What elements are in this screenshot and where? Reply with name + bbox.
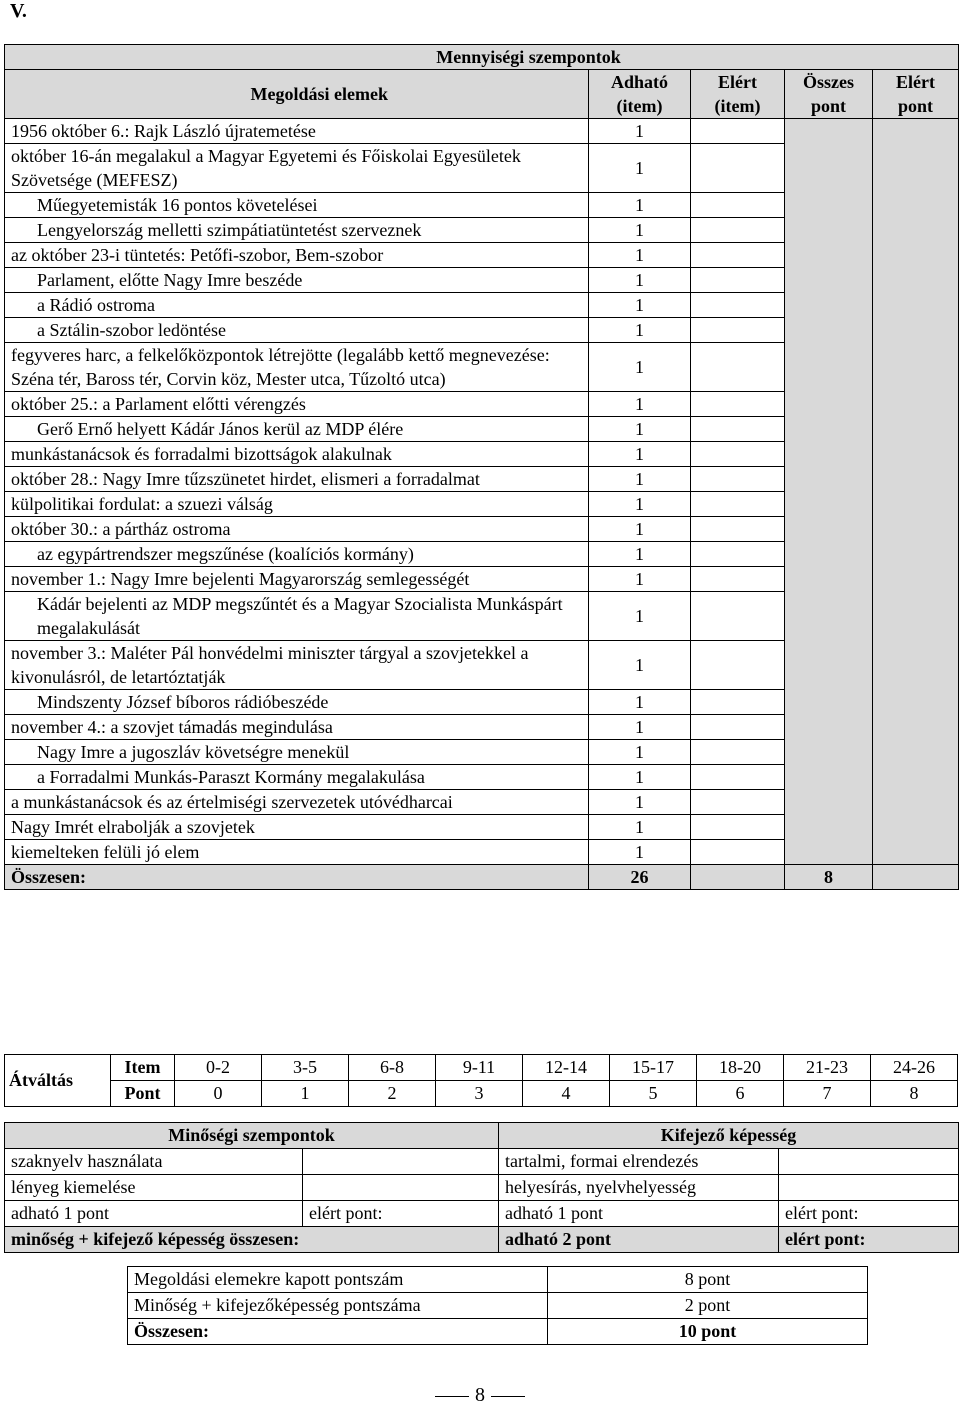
element-text: munkástanácsok és forradalmi bizottságok alakulnak: [5, 442, 589, 467]
element-text: október 28.: Nagy Imre tűzszünetet hirdet, elismeri a forradalmat: [5, 467, 589, 492]
achieved-item-cell[interactable]: [691, 740, 785, 765]
item-range: 15-17: [610, 1055, 697, 1081]
summary-elements-label: Megoldási elemekre kapott pontszám: [128, 1267, 548, 1293]
point-value: 4: [523, 1081, 610, 1107]
quality-available: adható 1 pont: [5, 1201, 303, 1227]
available-item-value: 1: [589, 218, 691, 243]
shaded-cell: [873, 119, 959, 865]
summary-elements-value: 8 pont: [548, 1267, 868, 1293]
point-value: 6: [697, 1081, 784, 1107]
item-range: 21-23: [784, 1055, 871, 1081]
available-item-value: 1: [589, 592, 691, 641]
total-label: Összesen:: [5, 865, 589, 890]
achieved-item-cell[interactable]: [691, 318, 785, 343]
element-text: Nagy Imre a jugoszláv követségre menekül: [5, 740, 589, 765]
achieved-item-cell[interactable]: [691, 467, 785, 492]
score-cell[interactable]: [303, 1149, 499, 1175]
achieved-item-cell[interactable]: [691, 517, 785, 542]
expression-header: Kifejező képesség: [499, 1123, 959, 1149]
available-item-value: 1: [589, 144, 691, 193]
point-value: 0: [175, 1081, 262, 1107]
available-item-value: 1: [589, 442, 691, 467]
available-item-value: 1: [589, 193, 691, 218]
scoring-table: [4, 44, 959, 890]
point-value: 2: [349, 1081, 436, 1107]
item-range: 9-11: [436, 1055, 523, 1081]
total-achieved-points[interactable]: [873, 865, 959, 890]
element-text: november 3.: Maléter Pál honvédelmi miniszter tárgyal a szovjetekkel a kivonulásról, de letartóztatják: [5, 641, 589, 690]
element-text: október 25.: a Parlament előtti vérengzés: [5, 392, 589, 417]
quality-header: Minőségi szempontok: [5, 1123, 499, 1149]
available-item-value: 1: [589, 392, 691, 417]
achieved-item-cell[interactable]: [691, 790, 785, 815]
item-range: 18-20: [697, 1055, 784, 1081]
achieved-item-cell[interactable]: [691, 442, 785, 467]
quantitative-criteria-header: Mennyiségi szempontok: [5, 45, 959, 70]
point-value: 3: [436, 1081, 523, 1107]
score-cell[interactable]: [779, 1175, 959, 1201]
summary-total-value: 10 pont: [548, 1319, 868, 1345]
available-item-value: 1: [589, 293, 691, 318]
achieved-item-cell[interactable]: [691, 815, 785, 840]
item-range: 24-26: [871, 1055, 958, 1081]
expression-achieved: elért pont:: [779, 1201, 959, 1227]
available-item-value: 1: [589, 641, 691, 690]
summary-total-label: Összesen:: [128, 1319, 548, 1345]
element-text: Lengyelország melletti szimpátiatüntetést szerveznek: [5, 218, 589, 243]
achieved-item-cell[interactable]: [691, 119, 785, 144]
available-item-value: 1: [589, 815, 691, 840]
achieved-item-cell[interactable]: [691, 567, 785, 592]
available-item-value: 1: [589, 690, 691, 715]
criterion-essence: lényeg kiemelése: [5, 1175, 303, 1201]
criterion-layout: tartalmi, formai elrendezés: [499, 1149, 779, 1175]
conversion-label: Átváltás: [5, 1055, 111, 1107]
item-row-label: Item: [111, 1055, 175, 1081]
element-text: Nagy Imrét elrabolják a szovjetek: [5, 815, 589, 840]
element-text: a Rádió ostroma: [5, 293, 589, 318]
element-text: kiemelteken felüli jó elem: [5, 840, 589, 865]
quality-total-label: minőség + kifejező képesség összesen:: [5, 1227, 499, 1253]
available-item-value: 1: [589, 715, 691, 740]
element-text: az egypártrendszer megszűnése (koalíciós kormány): [5, 542, 589, 567]
total-points-header: Összes pont: [785, 70, 873, 119]
quality-table: [4, 1122, 959, 1253]
criterion-terminology: szaknyelv használata: [5, 1149, 303, 1175]
achieved-item-cell[interactable]: [691, 715, 785, 740]
achieved-item-cell[interactable]: [691, 492, 785, 517]
point-value: 7: [784, 1081, 871, 1107]
total-achieved-items: [691, 865, 785, 890]
available-item-value: 1: [589, 243, 691, 268]
available-item-value: 1: [589, 417, 691, 442]
element-text: 1956 október 6.: Rajk László újratemetése: [5, 119, 589, 144]
item-range: 12-14: [523, 1055, 610, 1081]
summary-quality-label: Minőség + kifejezőképesség pontszáma: [128, 1293, 548, 1319]
point-value: 5: [610, 1081, 697, 1107]
element-text: fegyveres harc, a felkelőközpontok létrejötte (legalább kettő megnevezése: Széna tér, Baross tér, Corvin köz, Mester utca, Tűzoltó utca): [5, 343, 589, 392]
achieved-item-cell[interactable]: [691, 218, 785, 243]
achieved-item-cell[interactable]: [691, 243, 785, 268]
element-text: külpolitikai fordulat: a szuezi válság: [5, 492, 589, 517]
score-cell[interactable]: [303, 1175, 499, 1201]
element-text: Parlament, előtte Nagy Imre beszéde: [5, 268, 589, 293]
item-range: 3-5: [262, 1055, 349, 1081]
quality-total-available: adható 2 pont: [499, 1227, 779, 1253]
available-item-value: 1: [589, 765, 691, 790]
shaded-cell: [785, 119, 873, 865]
available-item-value: 1: [589, 268, 691, 293]
table-row: [5, 119, 959, 144]
achieved-item-cell[interactable]: [691, 592, 785, 641]
point-value: 1: [262, 1081, 349, 1107]
point-value: 8: [871, 1081, 958, 1107]
available-item-value: 1: [589, 467, 691, 492]
summary-table: [127, 1266, 868, 1345]
criterion-spelling: helyesírás, nyelvhelyesség: [499, 1175, 779, 1201]
achieved-points-header: Elért pont: [873, 70, 959, 119]
element-text: október 16-án megalakul a Magyar Egyetemi és Főiskolai Egyesületek Szövetsége (MEFESZ): [5, 144, 589, 193]
available-item-value: 1: [589, 343, 691, 392]
conversion-table: [4, 1054, 958, 1107]
element-text: az október 23-i tüntetés: Petőfi-szobor, Bem-szobor: [5, 243, 589, 268]
available-items-header: Adható (item): [589, 70, 691, 119]
score-cell[interactable]: [779, 1149, 959, 1175]
item-range: 0-2: [175, 1055, 262, 1081]
element-text: a Forradalmi Munkás-Paraszt Kormány megalakulása: [5, 765, 589, 790]
element-text: Mindszenty József bíboros rádióbeszéde: [5, 690, 589, 715]
achieved-item-cell[interactable]: [691, 193, 785, 218]
total-points: 8: [785, 865, 873, 890]
expression-available: adható 1 pont: [499, 1201, 779, 1227]
achieved-item-cell[interactable]: [691, 641, 785, 690]
available-item-value: 1: [589, 740, 691, 765]
item-range: 6-8: [349, 1055, 436, 1081]
available-item-value: 1: [589, 840, 691, 865]
available-item-value: 1: [589, 567, 691, 592]
available-item-value: 1: [589, 492, 691, 517]
element-text: a munkástanácsok és az értelmiségi szervezetek utóvédharcai: [5, 790, 589, 815]
achieved-item-cell[interactable]: [691, 392, 785, 417]
summary-quality-value: 2 pont: [548, 1293, 868, 1319]
achieved-item-cell[interactable]: [691, 268, 785, 293]
element-text: Műegyetemisták 16 pontos követelései: [5, 193, 589, 218]
achieved-item-cell[interactable]: [691, 840, 785, 865]
achieved-items-header: Elért (item): [691, 70, 785, 119]
achieved-item-cell[interactable]: [691, 144, 785, 193]
achieved-item-cell[interactable]: [691, 293, 785, 318]
solution-elements-header: Megoldási elemek: [5, 70, 589, 119]
available-item-value: 1: [589, 517, 691, 542]
available-item-value: 1: [589, 790, 691, 815]
point-row-label: Pont: [111, 1081, 175, 1107]
achieved-item-cell[interactable]: [691, 417, 785, 442]
section-label: V.: [10, 0, 27, 22]
element-text: Kádár bejelenti az MDP megszűntét és a Magyar Szocialista Munkáspárt megalakulását: [5, 592, 589, 641]
page-number: [0, 1384, 960, 1407]
element-text: október 30.: a pártház ostroma: [5, 517, 589, 542]
element-text: a Sztálin-szobor ledöntése: [5, 318, 589, 343]
element-text: Gerő Ernő helyett Kádár János kerül az MDP élére: [5, 417, 589, 442]
element-text: november 4.: a szovjet támadás megindulása: [5, 715, 589, 740]
achieved-item-cell[interactable]: [691, 765, 785, 790]
achieved-item-cell[interactable]: [691, 690, 785, 715]
total-available: 26: [589, 865, 691, 890]
element-text: november 1.: Nagy Imre bejelenti Magyarország semlegességét: [5, 567, 589, 592]
available-item-value: 1: [589, 119, 691, 144]
page-number-text: 8: [475, 1384, 485, 1406]
achieved-item-cell[interactable]: [691, 542, 785, 567]
available-item-value: 1: [589, 318, 691, 343]
achieved-item-cell[interactable]: [691, 343, 785, 392]
quality-achieved: elért pont:: [303, 1201, 499, 1227]
available-item-value: 1: [589, 542, 691, 567]
quality-total-achieved: elért pont:: [779, 1227, 959, 1253]
